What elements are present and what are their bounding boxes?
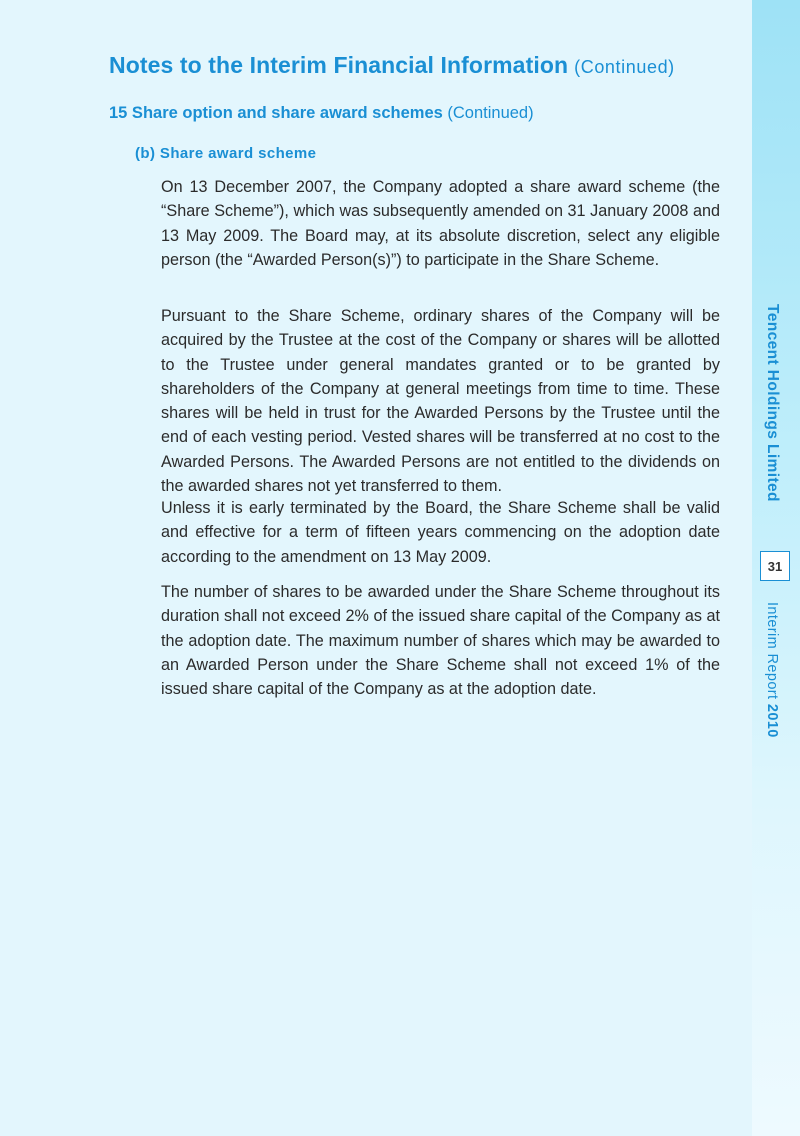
paragraph-limits: The number of shares to be awarded under the Share Scheme throughout its duration shall not exceed 2% of the issued share capital of the Company as at the adoption date. The maximum number of shares which may be awarded to an Awarded Person under the Share Scheme shall not exceed 1% of the issued share capital of the Company as at the adoption date. <box>161 583 720 699</box>
section-heading-suffix: (Continued) <box>447 104 534 122</box>
paragraph-acquisition: Pursuant to the Share Scheme, ordinary shares of the Company will be acquired by the Trustee at the cost of the Company or shares will be allotted to the Trustee under general mandates granted or to be granted by shareholders of the Company at general meetings from time to time. These shares will be held in trust for the Awarded Persons by the Trustee until the end of each vesting period. Vested shares will be transferred at no cost to the Awarded Persons. The Awarded Persons are not entitled to the dividends on the awarded shares not yet transferred to them. <box>161 307 720 496</box>
sidebar-report-label: Interim Report <box>764 602 780 700</box>
section-heading <box>109 104 534 123</box>
page-number: 31 <box>760 551 790 581</box>
paragraph-term: Unless it is early terminated by the Board, the Share Scheme shall be valid and effective for a term of fifteen years commencing on the adoption date according to the amendment on 13 May 2009. <box>161 499 720 566</box>
sidebar-company-name: Tencent Holdings Limited <box>764 304 781 502</box>
paragraph-adoption: On 13 December 2007, the Company adopted a share award scheme (the “Share Scheme”), which was subsequently amended on 31 January 2008 and 13 May 2009. The Board may, at its absolute discretion, select any eligible person (the “Awarded Person(s)”) to participate in the Share Scheme. <box>161 178 720 269</box>
page-title-text: Notes to the Interim Financial Information <box>109 52 569 78</box>
sidebar-report-year: 2010 <box>764 703 780 738</box>
sidebar-report-title <box>764 602 780 738</box>
page-title-suffix: (Continued) <box>574 57 675 77</box>
section-heading-text: 15 Share option and share award schemes <box>109 104 443 122</box>
page-title <box>109 52 675 79</box>
subsection-heading: (b) Share award scheme <box>135 145 317 162</box>
